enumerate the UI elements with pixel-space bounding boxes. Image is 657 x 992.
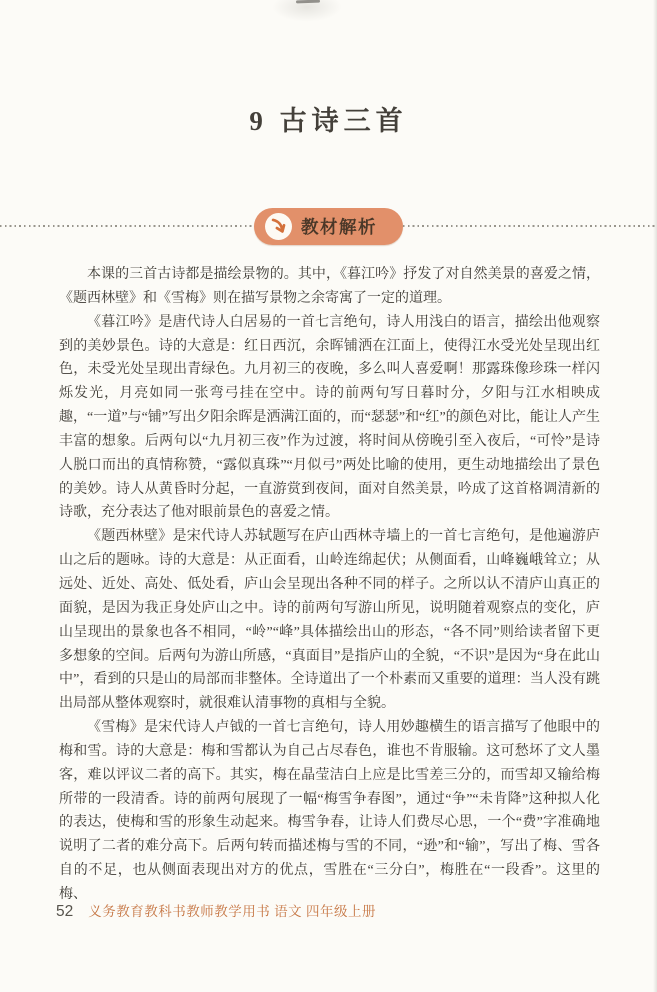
section-divider xyxy=(0,206,657,246)
dotted-line-left xyxy=(0,225,254,227)
section-badge xyxy=(254,208,403,245)
paragraph-mujiangyin: 《暮江吟》是唐代诗人白居易的一首七言绝句，诗人用浅白的语言，描绘出他观察到的美妙景色。诗的大意是：红日西沉，余晖铺洒在江面上，使得江水受光处呈现出红色，未受光处呈现出青绿色。九月初三的夜晚，多么叫人喜爱啊！那露珠像珍珠一样闪烁发光，月亮如同一张弯弓挂在空中。诗的前两句写日暮时分，夕阳与江水相映成趣，“一道”与“铺”写出夕阳余晖是洒满江面的，而“瑟瑟”和“红”的颜色对比，能让人产生丰富的想象。后两句以“九月初三夜”作为过渡，将时间从傍晚引至入夜后，“可怜”是诗人脱口而出的真情称赞，“露似真珠”“月似弓”两处比喻的使用，更生动地描绘出了景色的美妙。诗人从黄昏时分起，一直游赏到夜间，面对自然美景，吟成了这首格调清新的诗歌，充分表达了他对眼前景色的喜爱之情。 xyxy=(59,314,600,521)
body-text xyxy=(0,263,657,907)
footer-book-title: 义务教育教科书教师教学用书 语文 四年级上册 xyxy=(88,904,376,919)
section-badge-label: 教材解析 xyxy=(301,216,377,237)
lesson-title: 9 古诗三首 xyxy=(249,106,408,136)
page-footer xyxy=(56,900,600,921)
page-number: 52 xyxy=(56,903,74,920)
paragraph-intro: 本课的三首古诗都是描绘景物的。其中，《暮江吟》抒发了对自然美景的喜爱之情，《题西林壁》和《雪梅》则在描写景物之余寄寓了一定的道理。 xyxy=(59,267,600,306)
dotted-line-right xyxy=(403,225,657,227)
paragraph-tixilinbi: 《题西林壁》是宋代诗人苏轼题写在庐山西林寺墙上的一首七言绝句，是他遍游庐山之后的题咏。诗的大意是：从正面看，山岭连绵起伏；从侧面看，山峰巍峨耸立；从远处、近处、高处、低处看，庐山会呈现出各种不同的样子。之所以认不清庐山真正的面貌，是因为我正身处庐山之中。诗的前两句写游山所见，说明随着观察点的变化，庐山呈现出的景象也各不相同，“岭”“峰”具体描绘出山的形态，“各不同”则给读者留下更多想象的空间。后两句为游山所感，“真面目”是指庐山的全貌，“不识”是因为“身在此山中”，看到的只是山的局部而非整体。全诗道出了一个朴素而又重要的道理：当人没有跳出局部从整体观察时，就很难认清事物的真相与全貌。 xyxy=(59,529,600,712)
paragraph-xuemei: 《雪梅》是宋代诗人卢钺的一首七言绝句，诗人用妙趣横生的语言描写了他眼中的梅和雪。诗的大意是：梅和雪都认为自己占尽春色，谁也不肯服输。这可愁坏了文人墨客，难以评议二者的高下。其实，梅在晶莹洁白上应是比雪差三分的，而雪却又输给梅所带的一段清香。诗的前两句展现了一幅“梅雪争春图”，通过“争”“未肯降”这种拟人化的表达，使梅和雪的形象生动起来。梅雪争春，让诗人们费尽心思，一个“费”字准确地说明了二者的难分高下。后两句转而描述梅与雪的不同，“逊”和“输”，写出了梅、雪各自的不足，也从侧面表现出对方的优点，雪胜在“三分白”，梅胜在“一段香”。这里的梅、 xyxy=(59,720,600,902)
arrow-down-right-icon xyxy=(265,213,292,240)
